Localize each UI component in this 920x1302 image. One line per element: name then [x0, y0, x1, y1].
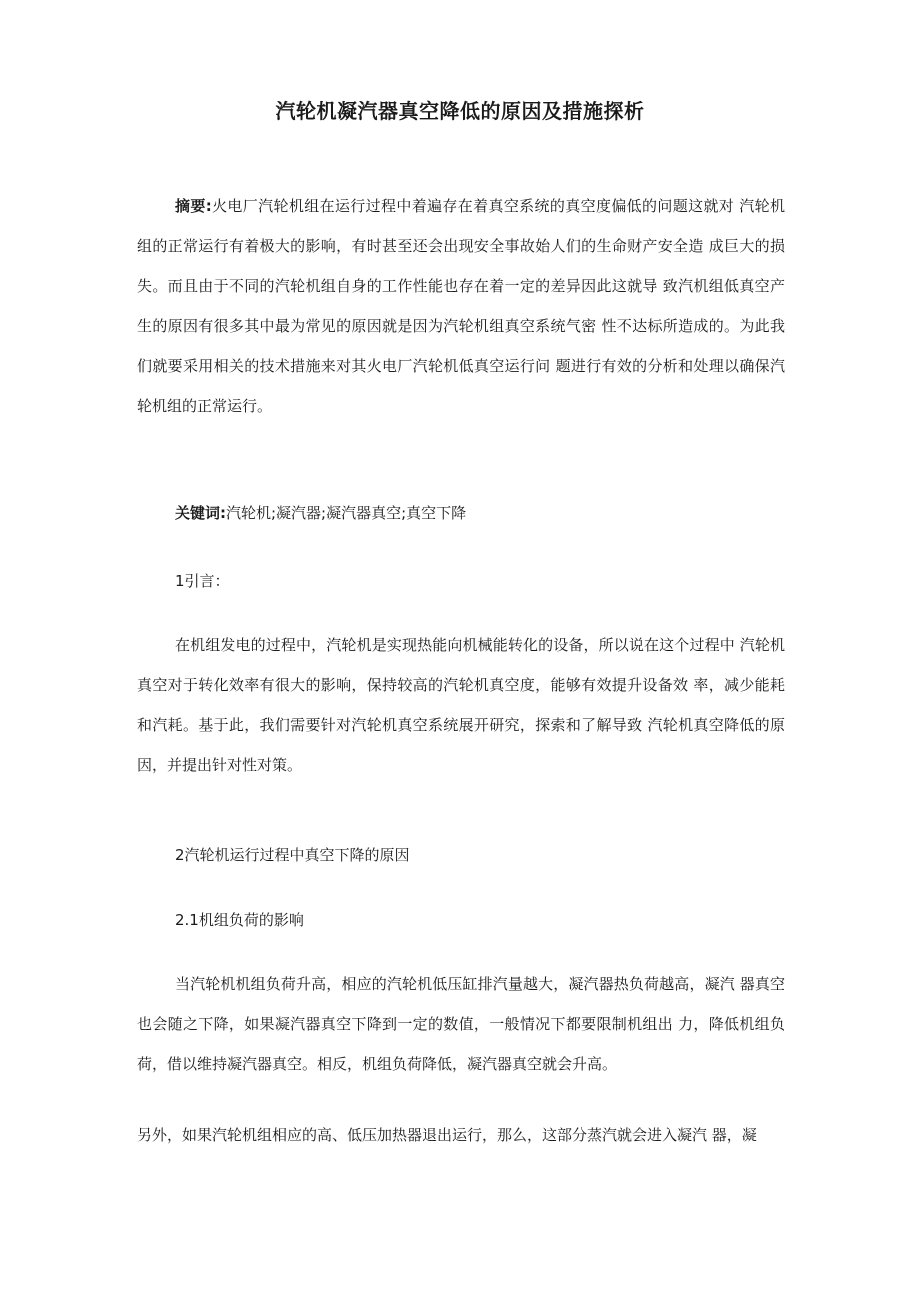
- section-2-1-paragraph-continued: 另外，如果汽轮机组相应的高、低压加热器退出运行，那么，这部分蒸汽就会进入凝汽 器，凝: [137, 1126, 757, 1144]
- page-title: 汽轮机凝汽器真空降低的原因及措施探析: [275, 99, 645, 123]
- abstract-paragraph: [137, 186, 785, 426]
- section-2-1-heading: 2.1机组负荷的影响: [175, 911, 304, 929]
- abstract-text: 火电厂汽轮机组在运行过程中着遍存在着真空系统的真空度偏低的问题这就对 汽轮机组的正常运行有着极大的影响，有时甚至还会出现安全事故始人们的生命财产安全造 成巨大的损失。而且由于不同的汽轮机组自身的工作性能也存在着一定的差异因此这就导 致汽机组低真空产生的原因有很多其中最为常见的原因就是因为汽轮机组真空系统气密 性不达标所造成的。为此我们就要采用相关的技术措施来对其火电厂汽轮机低真空运行问 题进行有效的分析和处理以确保汽轮机组的正常运行。: [137, 197, 785, 415]
- keywords-text: 汽轮机;凝汽器;凝汽器真空;真空下降: [226, 504, 467, 522]
- abstract-label: 摘要:: [175, 197, 212, 215]
- keywords-paragraph: [137, 493, 785, 533]
- section-1-paragraph: 在机组发电的过程中，汽轮机是实现热能向机械能转化的设备，所以说在这个过程中 汽轮机真空对于转化效率有很大的影响，保持较高的汽轮机真空度，能够有效提升设备效 率，减少能耗和汽耗。基于此，我们需要针对汽轮机真空系统展开研究，探索和了解导致 汽轮机真空降低的原因，并提出针对性对策。: [137, 636, 785, 774]
- section-1-heading: 1引言：: [175, 572, 230, 590]
- section-2-heading: 2汽轮机运行过程中真空下降的原因: [175, 846, 410, 864]
- keywords-label: 关键词:: [175, 504, 226, 522]
- section-2-1-paragraph: 当汽轮机机组负荷升高，相应的汽轮机低压缸排汽量越大，凝汽器热负荷越高，凝汽 器真空也会随之下降，如果凝汽器真空下降到一定的数值，一般情况下都要限制机组出 力，降低机组负荷，借以维持凝汽器真空。相反，机组负荷降低，凝汽器真空就会升高。: [137, 975, 785, 1073]
